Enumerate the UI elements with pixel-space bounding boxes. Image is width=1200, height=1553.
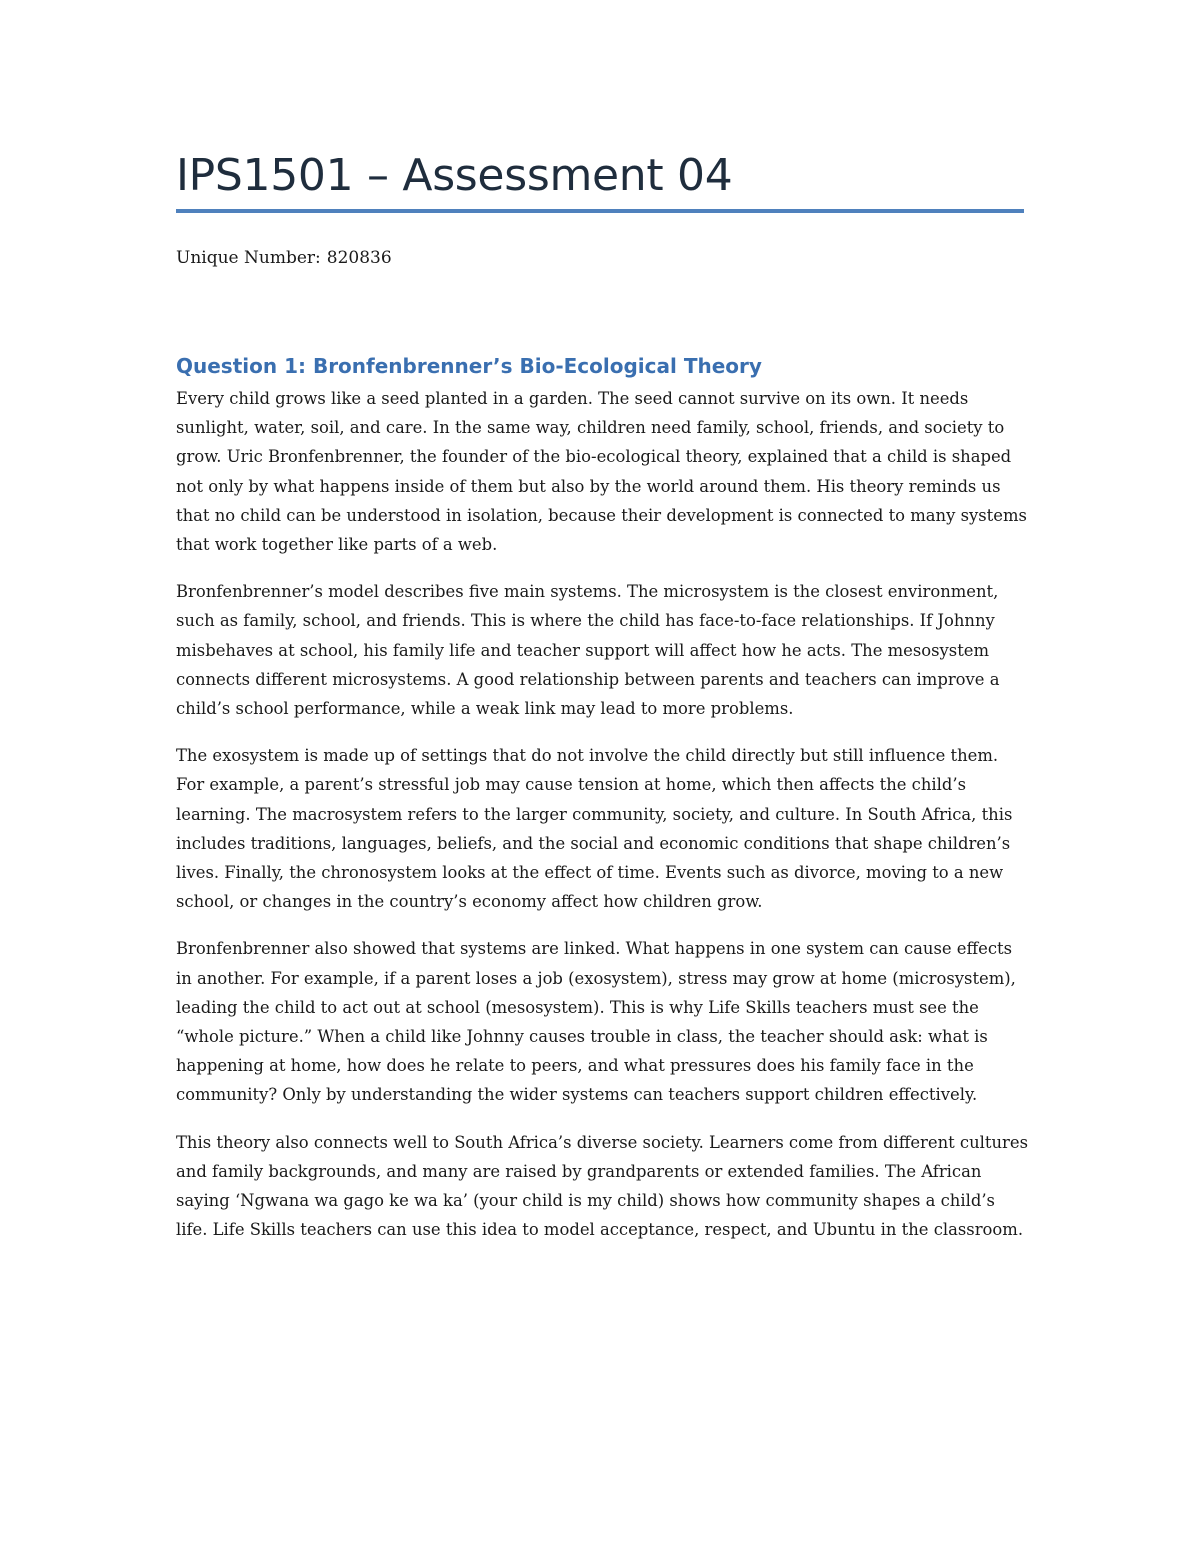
- document-body: [176, 384, 1028, 1262]
- unique-number-line: [176, 244, 392, 272]
- body-paragraph: Bronfenbrenner’s model describes five main systems. The microsystem is the closest environment, such as family, school, and friends. This is where the child has face-to-face relationships. If Johnny misbehaves at school, his family life and teacher support will affect how he acts. The mesosystem connects different microsystems. A good relationship between parents and teachers can improve a child’s school performance, while a weak link may lead to more problems.: [176, 582, 1000, 719]
- document-title: IPS1501 – Assessment 04: [176, 150, 733, 201]
- unique-number-value: 820836: [326, 248, 392, 268]
- body-paragraph: The exosystem is made up of settings that do not involve the child directly but still influence them. For example, a parent’s stressful job may cause tension at home, which then affects the child’s learning. The macrosystem refers to the larger community, society, and culture. In South Africa, this includes traditions, languages, beliefs, and the social and economic conditions that shape children’s lives. Finally, the chronosystem looks at the effect of time. Events such as divorce, moving to a new school, or changes in the country’s economy affect how children grow.: [176, 746, 1013, 912]
- body-paragraph: Bronfenbrenner also showed that systems are linked. What happens in one system can cause effects in another. For example, if a parent loses a job (exosystem), stress may grow at home (microsystem), leading the child to act out at school (mesosystem). This is why Life Skills teachers must see the “whole picture.” When a child like Johnny causes trouble in class, the teacher should ask: what is happening at home, how does he relate to peers, and what pressures does his family face in the community? Only by understanding the wider systems can teachers support children effectively.: [176, 939, 1016, 1105]
- body-paragraph: Every child grows like a seed planted in a garden. The seed cannot survive on its own. It needs sunlight, water, soil, and care. In the same way, children need family, school, friends, and society to grow. Uric Bronfenbrenner, the founder of the bio-ecological theory, explained that a child is shaped not only by what happens inside of them but also by the world around them. His theory reminds us that no child can be understood in isolation, because their development is connected to many systems that work together like parts of a web.: [176, 389, 1027, 555]
- question-heading: Question 1: Bronfenbrenner’s Bio-Ecological Theory: [176, 354, 762, 378]
- title-underline-rule: [176, 209, 1024, 213]
- body-paragraph: This theory also connects well to South Africa’s diverse society. Learners come from different cultures and family backgrounds, and many are raised by grandparents or extended families. The African saying ‘Ngwana wa gago ke wa ka’ (your child is my child) shows how community shapes a child’s life. Life Skills teachers can use this idea to model acceptance, respect, and Ubuntu in the classroom.: [176, 1132, 1028, 1240]
- unique-number-label: Unique Number:: [176, 248, 321, 268]
